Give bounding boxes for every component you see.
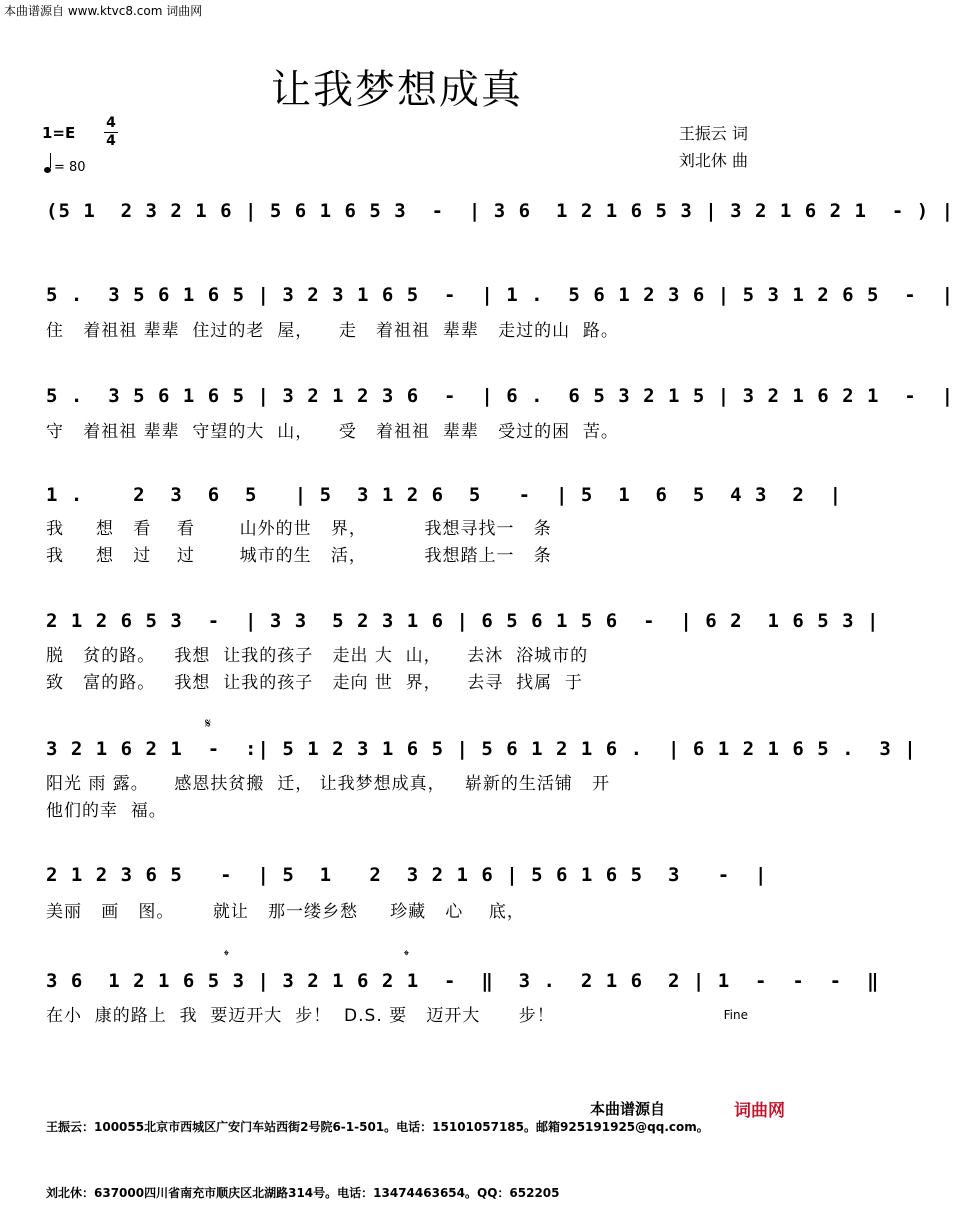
lyric-row-6-verse-2: 他们的幸 福。: [46, 801, 167, 821]
lyric-row-8-verse-1: 在小 康的路上 我 要迈开大 步！ D.S. 要 迈开大 步！: [46, 1006, 555, 1026]
segno-icon: 𝄋: [205, 716, 212, 732]
lyric-row-6-verse-1: 阳光 雨 露。 感恩扶贫搬 迁， 让我梦想成真， 崭新的生活铺 开: [46, 774, 611, 794]
notation-row-1: (5 1 2 3 2 1 6 | 5 6 1 6 5 3 - | 3 6 1 2 1 6 5 3 | 3 2 1 6 2 1 - ) |: [46, 200, 954, 222]
notation-row-8: 3 6 1 2 1 6 5 3 | 3 2 1 6 2 1 - ‖ 3 . 2 1 6 2 | 1 - - - ‖: [46, 970, 880, 992]
lyric-row-3-verse-1: 守 着祖祖 辈辈 守望的大 山， 受 着祖祖 辈辈 受过的困 苦。: [46, 422, 619, 442]
song-title: 让我梦想成真: [271, 67, 523, 113]
tempo-marking: [44, 160, 86, 175]
lyricist-credit: 王振云 词: [678, 124, 748, 143]
coda-icon: 𝄌: [224, 948, 229, 964]
footer-contacts: [46, 1072, 709, 1226]
credits: [679, 120, 748, 174]
notation-row-6: 3 2 1 6 2 1 - :| 5 1 2 3 1 6 5 | 5 6 1 2 1 6 . | 6 1 2 1 6 5 . 3 |: [46, 738, 917, 760]
time-signature: [104, 116, 118, 149]
lyric-row-7-verse-1: 美丽 画 图。 就让 那一缕乡愁 珍藏 心 底，: [46, 902, 525, 922]
coda-icon-2: 𝄌: [404, 948, 409, 964]
notation-row-3: 5 . 3 5 6 1 6 5 | 3 2 1 2 3 6 - | 6 . 6 5 3 2 1 5 | 3 2 1 6 2 1 - |: [46, 385, 954, 407]
time-signature-top: 4: [106, 115, 116, 131]
footer-contact-lyricist: 王振云：100055北京市西城区广安门车站西街2号院6-1-501。电话：15101057185。邮箱925191925@qq.com。: [46, 1120, 709, 1134]
footer-contact-composer: 刘北休：637000四川省南充市顺庆区北湖路314号。电话：13474463654。QQ：652205: [46, 1186, 560, 1200]
lyric-row-4-verse-2: 我 想 过 过 城市的生 活， 我想踏上一 条: [46, 546, 552, 566]
notation-row-2: 5 . 3 5 6 1 6 5 | 3 2 3 1 6 5 - | 1 . 5 6 1 2 3 6 | 5 3 1 2 6 5 - |: [46, 284, 954, 306]
quarter-note-icon: [44, 167, 51, 173]
lyric-row-2-verse-1: 住 着祖祖 辈辈 住过的老 屋， 走 着祖祖 辈辈 走过的山 路。: [46, 321, 619, 341]
lyric-row-5-verse-1: 脱 贫的路。 我想 让我的孩子 走出 大 山， 去沐 浴城市的: [46, 646, 589, 666]
fine-marking: Fine: [723, 1008, 748, 1022]
footer-watermark-right: 词曲网: [734, 1101, 785, 1121]
notation-row-5: 2 1 2 6 5 3 - | 3 3 5 2 3 1 6 | 6 5 6 1 5 6 - | 6 2 1 6 5 3 |: [46, 610, 880, 632]
lyric-row-4-verse-1: 我 想 看 看 山外的世 界， 我想寻找一 条: [46, 519, 552, 539]
notation-row-4: 1 . 2 3 6 5 | 5 3 1 2 6 5 - | 5 1 6 5 4 3 2 |: [46, 484, 843, 506]
key-signature: 1=E: [42, 124, 76, 142]
time-signature-bottom: 4: [106, 133, 116, 149]
notation-row-7: 2 1 2 3 6 5 - | 5 1 2 3 2 1 6 | 5 6 1 6 5 3 - |: [46, 864, 768, 886]
tempo-value: = 80: [54, 160, 86, 175]
composer-credit: 刘北休 曲: [678, 151, 748, 170]
watermark-top: 本曲谱源自 www.ktvc8.com 词曲网: [4, 4, 203, 18]
lyric-row-5-verse-2: 致 富的路。 我想 让我的孩子 走向 世 界， 去寻 找属 于: [46, 673, 583, 693]
footer-watermark-left: 本曲谱源自: [586, 1098, 669, 1119]
